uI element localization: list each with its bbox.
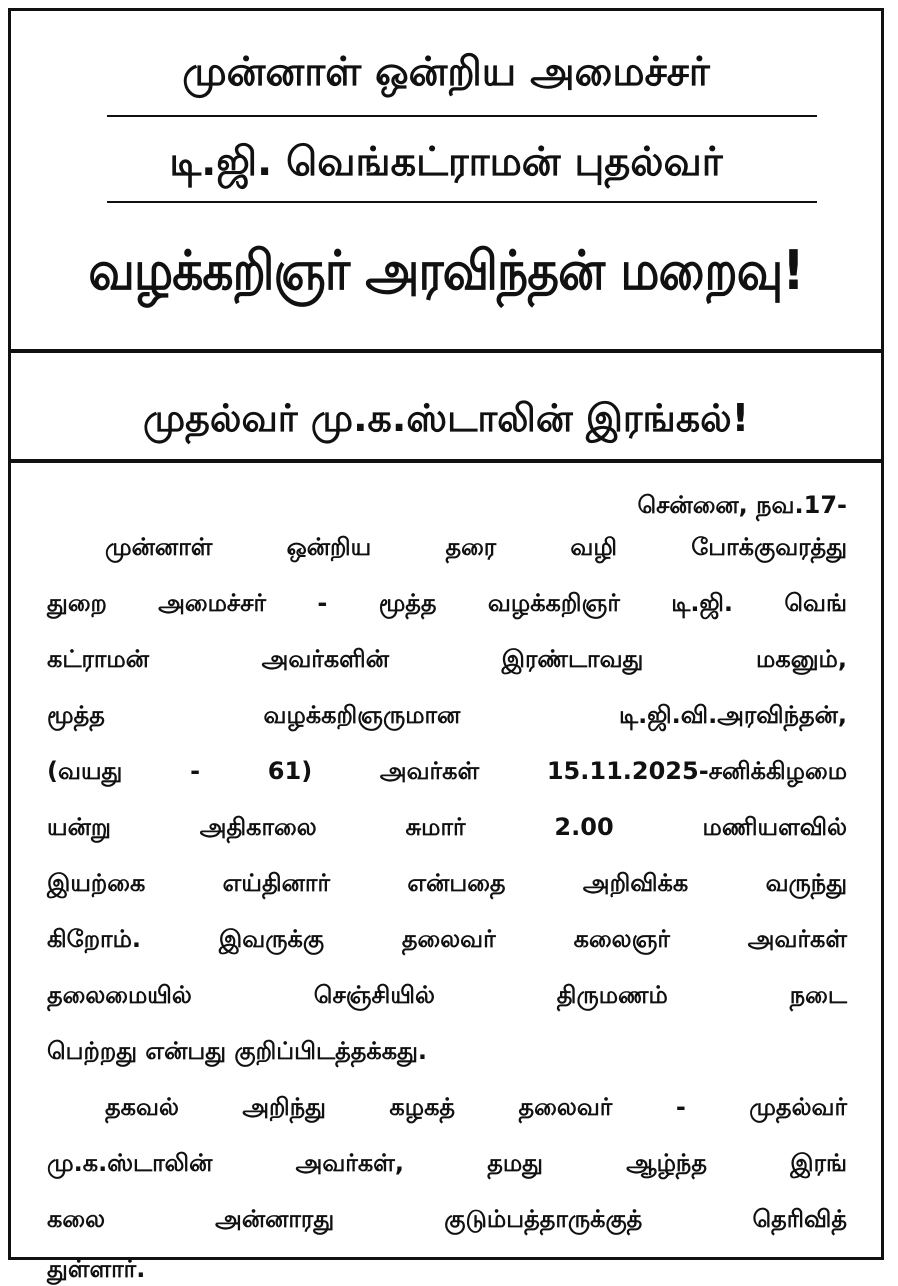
headline-underline-1	[107, 115, 817, 117]
body-line: துறை அமைச்சர் - மூத்த வழக்கறிஞர் டி.ஜி. வெங்	[47, 589, 847, 617]
body-line: மு.க.ஸ்டாலின் அவர்கள், தமது ஆழ்ந்த இரங்	[47, 1149, 847, 1177]
dateline: சென்னை, நவ.17-	[637, 491, 847, 519]
body-line: பெற்றது என்பது குறிப்பிடத்தக்கது.	[47, 1037, 427, 1065]
divider-bottom	[11, 459, 881, 463]
body-line: (வயது - 61) அவர்கள் 15.11.2025-சனிக்கிழமை	[47, 757, 847, 785]
body-line: தலைமையில் செஞ்சியில் திருமணம் நடை	[47, 981, 847, 1009]
body-line: மூத்த வழக்கறிஞருமான டி.ஜி.வி.அரவிந்தன்,	[47, 701, 847, 729]
headline-former-minister: முன்னாள் ஒன்றிய அமைச்சர்	[182, 49, 710, 95]
notice-frame	[8, 8, 884, 1283]
divider-top	[11, 349, 881, 353]
headline-main: வழக்கறிஞர் அரவிந்தன் மறைவு!	[88, 239, 804, 302]
headline-condolence: முதல்வர் மு.க.ஸ்டாலின் இரங்கல்!	[142, 396, 750, 440]
body-line: யன்று அதிகாலை சுமார் 2.00 மணியளவில்	[47, 813, 847, 841]
body-line: துள்ளார்.	[47, 1255, 146, 1283]
headline-son-of: டி.ஜி. வெங்கட்ராமன் புதல்வர்	[169, 139, 723, 185]
body-line: கலை அன்னாரது குடும்பத்தாருக்குத் தெரிவித்	[47, 1205, 847, 1233]
body-line: கட்ராமன் அவர்களின் இரண்டாவது மகனும்,	[47, 645, 847, 673]
body-line: கிறோம். இவருக்கு தலைவர் கலைஞர் அவர்கள்	[47, 925, 847, 953]
body-line: இயற்கை எய்தினார் என்பதை அறிவிக்க வருந்து	[47, 869, 847, 897]
body-line: முன்னாள் ஒன்றிய தரை வழி போக்குவரத்து	[105, 533, 847, 561]
headline-underline-2	[107, 201, 817, 203]
body-line: தகவல் அறிந்து கழகத் தலைவர் - முதல்வர்	[105, 1093, 847, 1121]
